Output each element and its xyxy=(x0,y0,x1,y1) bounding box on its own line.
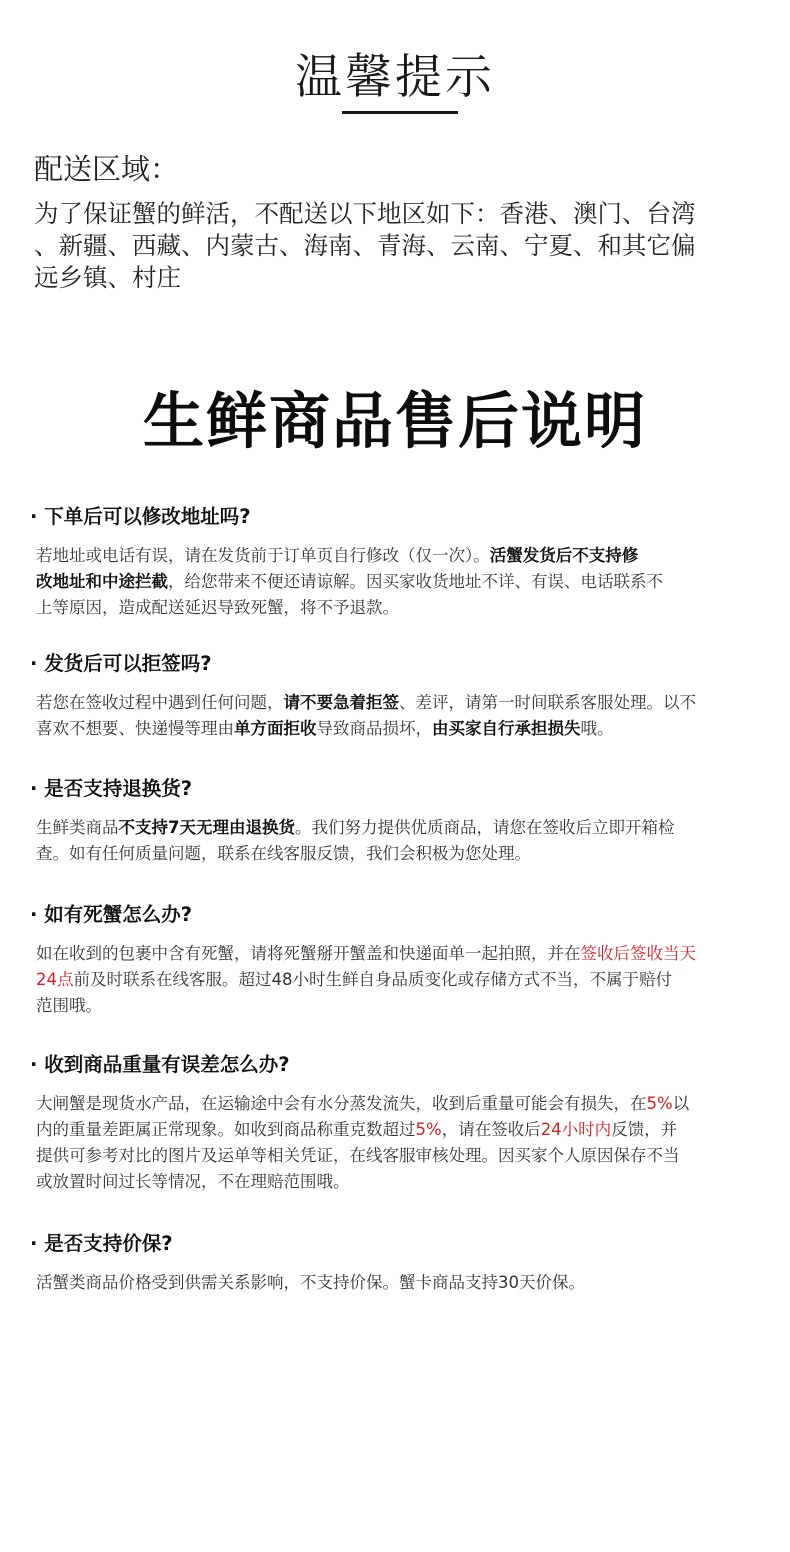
answer-text: 如在收到的包裹中含有死蟹，请将死蟹掰开蟹盖和快递面单一起拍照，并在 xyxy=(36,944,581,963)
answer-emphasis: 请不要急着拒签 xyxy=(283,693,399,712)
delivery-area-line: 远乡镇、村庄 xyxy=(34,263,181,292)
delivery-area-heading: 配送区域： xyxy=(34,152,180,186)
answer-text: 若您在签收过程中遇到任何问题， xyxy=(36,693,284,712)
faq-item-refuse-delivery xyxy=(30,650,780,742)
faq-answer xyxy=(30,690,780,742)
faq-question: · 是否支持退换货? xyxy=(30,777,193,800)
faq-question: · 收到商品重量有误差怎么办? xyxy=(30,1053,290,1076)
faq-question: · 下单后可以修改地址吗? xyxy=(30,505,251,528)
answer-text: 范围哦。 xyxy=(36,996,102,1015)
faq-question: · 是否支持价保? xyxy=(30,1232,173,1255)
notice-title: 温馨提示 xyxy=(295,50,495,105)
answer-highlight: 签收后签收当天 xyxy=(580,944,696,963)
title-underline xyxy=(342,111,458,114)
answer-text: 。我们努力提供优质商品，请您在签收后立即开箱检 xyxy=(294,818,675,837)
answer-text: 、差评，请第一时间联系客服处理。以不 xyxy=(399,693,696,712)
answer-highlight: 5% xyxy=(646,1094,673,1113)
delivery-area-line: 、新疆、西藏、内蒙古、海南、青海、云南、宁夏、和其它偏 xyxy=(34,231,696,260)
faq-answer xyxy=(30,543,780,621)
faq-item-returns xyxy=(30,775,780,867)
answer-emphasis: 活蟹发货后不支持修 xyxy=(489,546,639,565)
answer-emphasis: 单方面拒收 xyxy=(234,719,317,738)
answer-text: 大闸蟹是现货水产品，在运输途中会有水分蒸发流失，收到后重量可能会有损失，在 xyxy=(36,1094,647,1113)
answer-text: 或放置时间过长等情况，不在理赔范围哦。 xyxy=(36,1172,350,1191)
answer-text: 导致商品损坏， xyxy=(316,719,432,738)
answer-highlight: 24点 xyxy=(36,970,74,989)
answer-text: 上等原因，造成配送延迟导致死蟹，将不予退款。 xyxy=(36,598,399,617)
faq-item-weight-error xyxy=(30,1051,780,1195)
faq-item-modify-address xyxy=(30,503,780,621)
answer-text: 前及时联系在线客服。超过48小时生鲜自身品质变化或存储方式不当，不属于赔付 xyxy=(73,970,672,989)
answer-text: ，请在签收后 xyxy=(441,1120,541,1139)
answer-text: 哦。 xyxy=(580,719,614,738)
answer-text: 活蟹类商品价格受到供需关系影响，不支持价保。蟹卡商品支持30天价保。 xyxy=(36,1273,585,1292)
faq-item-dead-crab xyxy=(30,901,780,1019)
answer-text: 以 xyxy=(672,1094,690,1113)
faq-answer xyxy=(30,815,780,867)
answer-highlight: 5% xyxy=(415,1120,442,1139)
answer-emphasis: 不支持7天无理由退换货 xyxy=(118,818,295,837)
faq-answer xyxy=(30,941,780,1019)
faq-answer xyxy=(30,1270,780,1296)
answer-text: 生鲜类商品 xyxy=(36,818,119,837)
faq-question: · 如有死蟹怎么办? xyxy=(30,903,193,926)
answer-text: 提供可参考对比的图片及运单等相关凭证，在线客服审核处理。因买家个人原因保存不当 xyxy=(36,1146,680,1165)
delivery-area-text xyxy=(34,198,774,294)
answer-text: 若地址或电话有误，请在发货前于订单页自行修改（仅一次）。 xyxy=(36,546,490,565)
faq-question: · 发货后可以拒签吗? xyxy=(30,652,212,675)
answer-emphasis: 改地址和中途拦截 xyxy=(36,572,168,591)
answer-text: 查。如有任何质量问题，联系在线客服反馈，我们会积极为您处理。 xyxy=(36,844,531,863)
faq-answer xyxy=(30,1091,780,1195)
answer-text: 喜欢不想要、快递慢等理由 xyxy=(36,719,234,738)
answer-text: 内的重量差距属正常现象。如收到商品称重克数超过 xyxy=(36,1120,416,1139)
faq-item-price-protection xyxy=(30,1230,780,1296)
delivery-area-line: 为了保证蟹的鲜活，不配送以下地区如下：香港、澳门、台湾 xyxy=(34,199,696,228)
answer-text: 反馈，并 xyxy=(611,1120,678,1139)
aftersale-title: 生鲜商品售后说明 xyxy=(142,386,647,457)
answer-highlight: 24小时内 xyxy=(540,1120,612,1139)
answer-emphasis: 由买家自行承担损失 xyxy=(432,719,581,738)
answer-text: ，给您带来不便还请谅解。因买家收货地址不详、有误、电话联系不 xyxy=(168,572,663,591)
